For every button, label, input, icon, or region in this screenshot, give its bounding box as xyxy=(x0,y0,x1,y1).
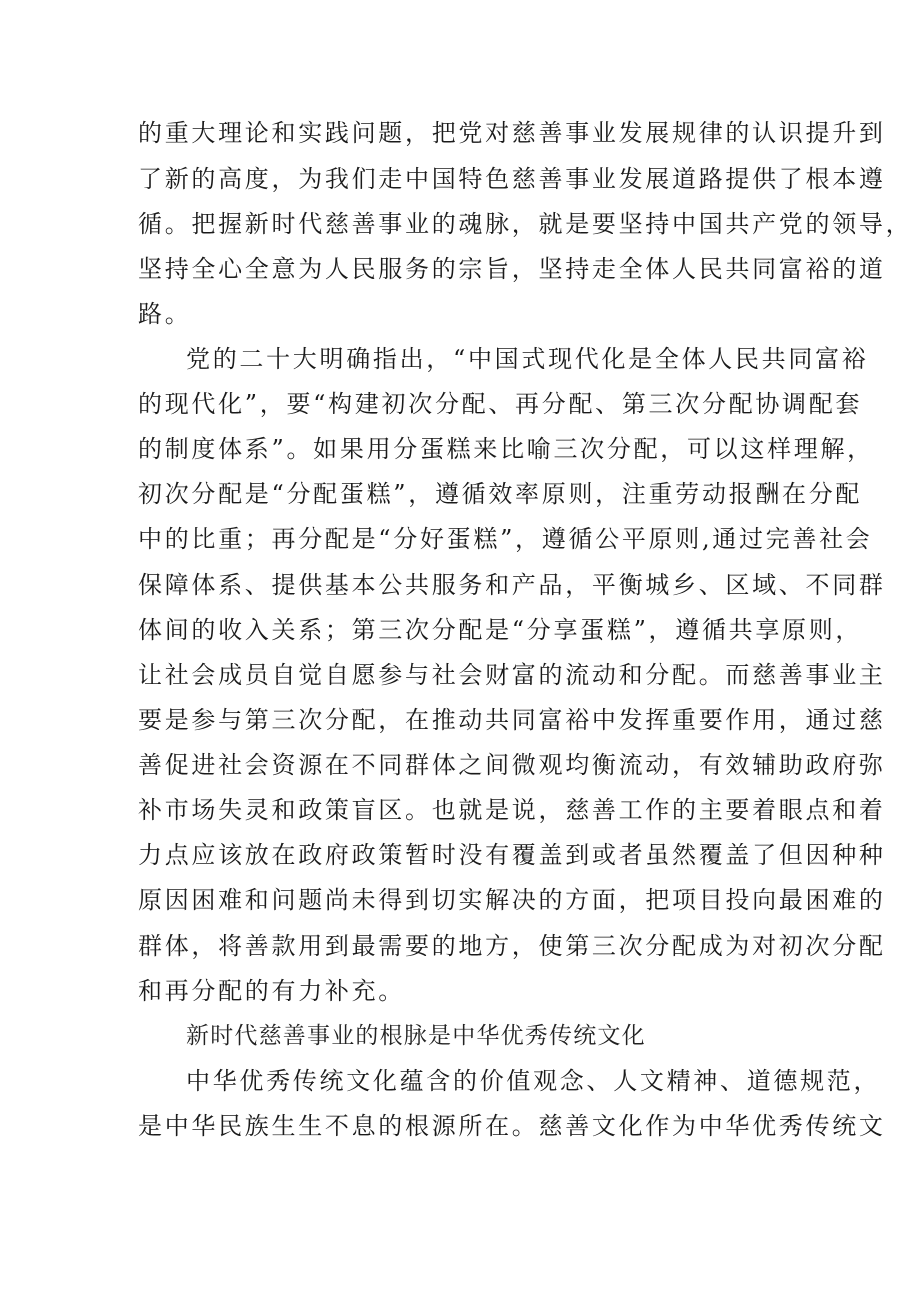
text-line: 善促进社会资源在不同群体之间微观均衡流动，有效辅助政府弥 xyxy=(138,751,886,779)
text-line: 保障体系、提供基本公共服务和产品，平衡城乡、区域、不同群 xyxy=(138,571,886,599)
text-line: 的重大理论和实践问题，把党对慈善事业发展规律的认识提升到 xyxy=(138,119,886,147)
text-line: 初次分配是“分配蛋糕”，遵循效率原则，注重劳动报酬在分配 xyxy=(138,480,863,508)
text-line: 群体，将善款用到最需要的地方，使第三次分配成为对初次分配 xyxy=(138,932,886,960)
text-line: 了新的高度，为我们走中国特色慈善事业发展道路提供了根本遵 xyxy=(138,165,886,193)
text-line: 让社会成员自觉自愿参与社会财富的流动和分配。而慈善事业主 xyxy=(138,661,886,689)
text-line: 和再分配的有力补充。 xyxy=(138,977,405,1005)
text-line: 要是参与第三次分配，在推动共同富裕中发挥重要作用，通过慈 xyxy=(138,706,886,734)
text-line: 路。 xyxy=(138,300,192,328)
text-line: 补市场失灵和政策盲区。也就是说，慈善工作的主要着眼点和着 xyxy=(138,796,886,824)
section-heading: 新时代慈善事业的根脉是中华优秀传统文化 xyxy=(186,1023,646,1049)
text-line: 的制度体系”。如果用分蛋糕来比喻三次分配，可以这样理解， xyxy=(138,435,874,463)
paragraph-start-line: 党的二十大明确指出，“中国式现代化是全体人民共同富裕 xyxy=(186,345,869,373)
text-line: 是中华民族生生不息的根源所在。慈善文化作为中华优秀传统文 xyxy=(138,1112,886,1140)
text-line: 原因困难和问题尚未得到切实解决的方面，把项目投向最困难的 xyxy=(138,886,886,914)
text-line: 坚持全心全意为人民服务的宗旨，坚持走全体人民共同富裕的道 xyxy=(138,255,886,283)
text-line: 循。把握新时代慈善事业的魂脉，就是要坚持中国共产党的领导， xyxy=(138,210,913,238)
text-line: 力点应该放在政府政策暂时没有覆盖到或者虽然覆盖了但因种种 xyxy=(138,841,886,869)
paragraph-start-line: 中华优秀传统文化蕴含的价值观念、人文精神、道德规范， xyxy=(186,1067,881,1095)
text-line: 中的比重；再分配是“分好蛋糕”，遵循公平原则,通过完善社会 xyxy=(138,525,873,553)
text-line: 的现代化”，要“构建初次分配、再分配、第三次分配协调配套 xyxy=(138,390,863,418)
text-line: 体间的收入关系；第三次分配是“分享蛋糕”，遵循共享原则， xyxy=(138,616,863,644)
